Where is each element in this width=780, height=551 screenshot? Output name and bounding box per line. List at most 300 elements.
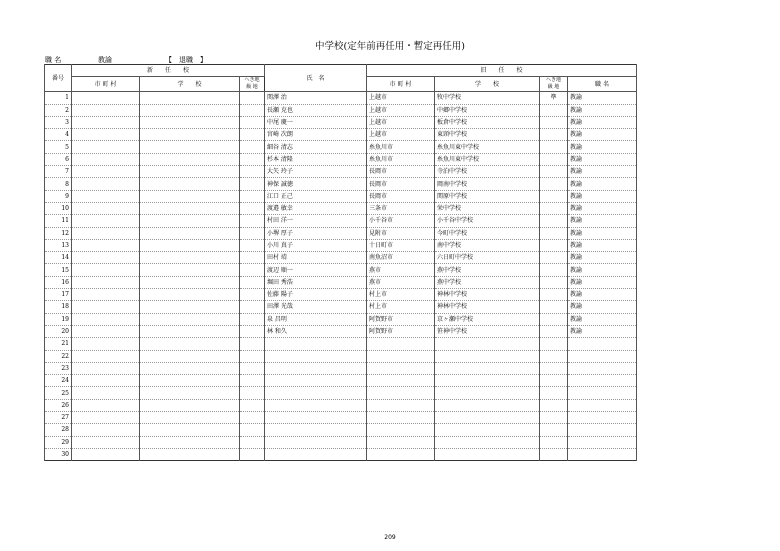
new-remote-cell xyxy=(240,166,265,178)
table-row xyxy=(45,448,637,460)
new-school-cell xyxy=(140,166,240,178)
name-cell xyxy=(265,375,367,387)
name-cell xyxy=(265,436,367,448)
old-school-cell: 栄中学校 xyxy=(435,202,540,214)
old-job-cell xyxy=(568,448,637,460)
table-row xyxy=(45,350,637,362)
old-job-cell xyxy=(568,375,637,387)
table-row xyxy=(45,301,637,313)
old-job-cell: 教諭 xyxy=(568,264,637,276)
new-remote-cell xyxy=(240,338,265,350)
table-row xyxy=(45,362,637,374)
new-city-cell xyxy=(72,153,140,165)
old-city-cell xyxy=(367,387,435,399)
row-number: 7 xyxy=(45,166,72,178)
row-number: 6 xyxy=(45,153,72,165)
name-cell: 渡辺 順一 xyxy=(265,264,367,276)
old-city-cell: 小千谷市 xyxy=(367,215,435,227)
new-city-cell xyxy=(72,166,140,178)
new-city-cell xyxy=(72,92,140,104)
old-remote-cell xyxy=(540,129,568,141)
old-school-cell: 神林中学校 xyxy=(435,301,540,313)
old-school-cell: 燕中学校 xyxy=(435,276,540,288)
job-title-value: 教諭 xyxy=(98,56,112,64)
row-number: 12 xyxy=(45,227,72,239)
old-school-cell: 板倉中学校 xyxy=(435,116,540,128)
name-cell: 村田 洋一 xyxy=(265,215,367,227)
new-remote-cell xyxy=(240,313,265,325)
old-job-cell: 教諭 xyxy=(568,276,637,288)
new-city-cell xyxy=(72,276,140,288)
new-city-cell xyxy=(72,215,140,227)
new-remote-cell xyxy=(240,362,265,374)
old-job-cell: 教諭 xyxy=(568,325,637,337)
new-city-cell xyxy=(72,289,140,301)
new-school-cell xyxy=(140,350,240,362)
table-row xyxy=(45,424,637,436)
header-name: 氏 名 xyxy=(265,65,367,92)
new-city-cell xyxy=(72,325,140,337)
name-cell: 佐藤 陽子 xyxy=(265,289,367,301)
new-city-cell xyxy=(72,399,140,411)
header-old-remote-line2: 級 地 xyxy=(547,84,560,91)
old-remote-cell xyxy=(540,436,568,448)
row-number: 9 xyxy=(45,190,72,202)
new-school-cell xyxy=(140,264,240,276)
old-city-cell: 上越市 xyxy=(367,116,435,128)
old-job-cell: 教諭 xyxy=(568,153,637,165)
new-city-cell xyxy=(72,313,140,325)
new-city-cell xyxy=(72,252,140,264)
name-cell: 神保 誠徳 xyxy=(265,178,367,190)
new-remote-cell xyxy=(240,424,265,436)
table-row xyxy=(45,239,637,251)
name-cell: 小川 真子 xyxy=(265,239,367,251)
new-city-cell xyxy=(72,448,140,460)
header-new-remote-line1: へき地 xyxy=(244,77,260,84)
name-cell xyxy=(265,399,367,411)
table-row xyxy=(45,116,637,128)
old-school-cell: 南中学校 xyxy=(435,239,540,251)
old-remote-cell xyxy=(540,362,568,374)
old-city-cell xyxy=(367,424,435,436)
header-old-post: 旧 任 校 xyxy=(367,65,637,77)
old-remote-cell xyxy=(540,276,568,288)
old-school-cell: 関原中学校 xyxy=(435,190,540,202)
old-city-cell: 見附市 xyxy=(367,227,435,239)
row-number: 24 xyxy=(45,375,72,387)
old-remote-cell xyxy=(540,166,568,178)
table-row xyxy=(45,141,637,153)
old-remote-cell xyxy=(540,264,568,276)
old-school-cell: 燕中学校 xyxy=(435,264,540,276)
table-row xyxy=(45,276,637,288)
old-school-cell: 糸魚川東中学校 xyxy=(435,153,540,165)
old-remote-cell xyxy=(540,289,568,301)
new-remote-cell xyxy=(240,190,265,202)
name-cell: 江口 正己 xyxy=(265,190,367,202)
new-school-cell xyxy=(140,190,240,202)
old-job-cell: 教諭 xyxy=(568,252,637,264)
new-remote-cell xyxy=(240,92,265,104)
new-remote-cell xyxy=(240,276,265,288)
header-new-city: 市 町 村 xyxy=(72,77,140,92)
table-row xyxy=(45,153,637,165)
old-school-cell: 京ヶ瀬中学校 xyxy=(435,313,540,325)
name-cell xyxy=(265,362,367,374)
row-number: 29 xyxy=(45,436,72,448)
new-remote-cell xyxy=(240,325,265,337)
new-city-cell xyxy=(72,116,140,128)
old-job-cell: 教諭 xyxy=(568,202,637,214)
new-school-cell xyxy=(140,276,240,288)
new-city-cell xyxy=(72,264,140,276)
table-row xyxy=(45,104,637,116)
new-city-cell xyxy=(72,375,140,387)
old-city-cell xyxy=(367,412,435,424)
new-school-cell xyxy=(140,116,240,128)
old-school-cell: 小千谷中学校 xyxy=(435,215,540,227)
row-number: 1 xyxy=(45,92,72,104)
old-remote-cell xyxy=(540,141,568,153)
old-school-cell xyxy=(435,338,540,350)
old-school-cell xyxy=(435,448,540,460)
old-job-cell: 教諭 xyxy=(568,313,637,325)
new-school-cell xyxy=(140,448,240,460)
new-city-cell xyxy=(72,436,140,448)
old-remote-cell: 準 xyxy=(540,92,568,104)
new-remote-cell xyxy=(240,104,265,116)
row-number: 15 xyxy=(45,264,72,276)
new-city-cell xyxy=(72,104,140,116)
old-city-cell xyxy=(367,448,435,460)
new-city-cell xyxy=(72,239,140,251)
table-row xyxy=(45,166,637,178)
old-job-cell xyxy=(568,387,637,399)
name-cell: 渡邉 敏幸 xyxy=(265,202,367,214)
old-job-cell: 教諭 xyxy=(568,190,637,202)
new-remote-cell xyxy=(240,350,265,362)
name-cell: 田村 靖 xyxy=(265,252,367,264)
old-job-cell xyxy=(568,350,637,362)
old-job-cell xyxy=(568,399,637,411)
name-cell: 杉本 清隆 xyxy=(265,153,367,165)
new-remote-cell xyxy=(240,289,265,301)
new-school-cell xyxy=(140,227,240,239)
old-job-cell: 教諭 xyxy=(568,215,637,227)
row-number: 10 xyxy=(45,202,72,214)
new-school-cell xyxy=(140,338,240,350)
table-row xyxy=(45,92,637,104)
old-city-cell xyxy=(367,436,435,448)
new-city-cell xyxy=(72,412,140,424)
old-school-cell: 東頸中学校 xyxy=(435,129,540,141)
new-remote-cell xyxy=(240,227,265,239)
old-city-cell xyxy=(367,338,435,350)
old-city-cell: 十日町市 xyxy=(367,239,435,251)
old-city-cell: 阿賀野市 xyxy=(367,325,435,337)
new-remote-cell xyxy=(240,153,265,165)
old-city-cell: 燕市 xyxy=(367,276,435,288)
new-school-cell xyxy=(140,301,240,313)
old-school-cell xyxy=(435,375,540,387)
old-job-cell: 教諭 xyxy=(568,92,637,104)
new-remote-cell xyxy=(240,252,265,264)
row-number: 27 xyxy=(45,412,72,424)
old-remote-cell xyxy=(540,239,568,251)
old-city-cell xyxy=(367,399,435,411)
old-remote-cell xyxy=(540,448,568,460)
new-school-cell xyxy=(140,153,240,165)
old-school-cell: 寺泊中学校 xyxy=(435,166,540,178)
old-job-cell: 教諭 xyxy=(568,166,637,178)
new-city-cell xyxy=(72,202,140,214)
name-cell xyxy=(265,412,367,424)
personnel-table xyxy=(44,64,637,461)
header-new-remote xyxy=(240,77,265,92)
page-number: 209 xyxy=(384,534,396,541)
new-school-cell xyxy=(140,239,240,251)
old-remote-cell xyxy=(540,190,568,202)
row-number: 2 xyxy=(45,104,72,116)
old-school-cell xyxy=(435,412,540,424)
old-school-cell: 糸魚川東中学校 xyxy=(435,141,540,153)
new-remote-cell xyxy=(240,239,265,251)
name-cell xyxy=(265,424,367,436)
row-number: 30 xyxy=(45,448,72,460)
table-row xyxy=(45,190,637,202)
old-job-cell xyxy=(568,412,637,424)
name-cell xyxy=(265,338,367,350)
old-city-cell: 上越市 xyxy=(367,104,435,116)
name-cell xyxy=(265,387,367,399)
row-number: 28 xyxy=(45,424,72,436)
new-school-cell xyxy=(140,289,240,301)
header-old-school: 学 校 xyxy=(435,77,540,92)
new-school-cell xyxy=(140,412,240,424)
row-number: 11 xyxy=(45,215,72,227)
new-school-cell xyxy=(140,215,240,227)
new-school-cell xyxy=(140,362,240,374)
new-city-cell xyxy=(72,190,140,202)
old-job-cell: 教諭 xyxy=(568,239,637,251)
old-city-cell: 南魚沼市 xyxy=(367,252,435,264)
new-school-cell xyxy=(140,387,240,399)
table-row xyxy=(45,338,637,350)
header-new-post: 新 任 校 xyxy=(72,65,265,77)
row-number: 26 xyxy=(45,399,72,411)
table-row xyxy=(45,412,637,424)
new-city-cell xyxy=(72,387,140,399)
old-remote-cell xyxy=(540,215,568,227)
old-school-cell xyxy=(435,387,540,399)
old-job-cell xyxy=(568,424,637,436)
old-city-cell xyxy=(367,375,435,387)
old-remote-cell xyxy=(540,325,568,337)
old-school-cell: 今町中学校 xyxy=(435,227,540,239)
old-city-cell: 長岡市 xyxy=(367,166,435,178)
name-cell: 小堺 厚子 xyxy=(265,227,367,239)
new-remote-cell xyxy=(240,412,265,424)
old-job-cell xyxy=(568,436,637,448)
table-row xyxy=(45,313,637,325)
old-remote-cell xyxy=(540,313,568,325)
table-row xyxy=(45,202,637,214)
old-school-cell xyxy=(435,350,540,362)
old-job-cell: 教諭 xyxy=(568,129,637,141)
old-city-cell: 上越市 xyxy=(367,92,435,104)
old-remote-cell xyxy=(540,338,568,350)
name-cell: 泉 昌明 xyxy=(265,313,367,325)
new-remote-cell xyxy=(240,448,265,460)
old-job-cell: 教諭 xyxy=(568,301,637,313)
section-label: 【 退職 】 xyxy=(165,56,207,64)
new-school-cell xyxy=(140,92,240,104)
new-city-cell xyxy=(72,178,140,190)
row-number: 3 xyxy=(45,116,72,128)
new-school-cell xyxy=(140,104,240,116)
old-remote-cell xyxy=(540,178,568,190)
old-remote-cell xyxy=(540,202,568,214)
row-number: 17 xyxy=(45,289,72,301)
header-old-job: 職 名 xyxy=(568,77,637,92)
name-cell: 田澤 光哉 xyxy=(265,301,367,313)
table-row xyxy=(45,436,637,448)
old-city-cell: 糸魚川市 xyxy=(367,141,435,153)
name-cell: 宮崎 次朗 xyxy=(265,129,367,141)
header-number: 番号 xyxy=(45,65,72,92)
new-school-cell xyxy=(140,325,240,337)
old-remote-cell xyxy=(540,252,568,264)
new-school-cell xyxy=(140,129,240,141)
old-remote-cell xyxy=(540,153,568,165)
old-school-cell xyxy=(435,436,540,448)
old-school-cell: 神林中学校 xyxy=(435,289,540,301)
job-title-label: 職 名 xyxy=(45,56,62,64)
new-remote-cell xyxy=(240,116,265,128)
old-remote-cell xyxy=(540,387,568,399)
new-remote-cell xyxy=(240,399,265,411)
table-row xyxy=(45,178,637,190)
table-row xyxy=(45,399,637,411)
new-school-cell xyxy=(140,424,240,436)
old-city-cell: 長岡市 xyxy=(367,178,435,190)
new-remote-cell xyxy=(240,141,265,153)
new-school-cell xyxy=(140,178,240,190)
old-job-cell: 教諭 xyxy=(568,289,637,301)
row-number: 13 xyxy=(45,239,72,251)
row-number: 8 xyxy=(45,178,72,190)
new-city-cell xyxy=(72,350,140,362)
name-cell: 長瀬 克也 xyxy=(265,104,367,116)
new-school-cell xyxy=(140,252,240,264)
header-new-remote-line2: 級 地 xyxy=(246,84,258,91)
row-number: 21 xyxy=(45,338,72,350)
new-remote-cell xyxy=(240,215,265,227)
new-school-cell xyxy=(140,202,240,214)
table-row xyxy=(45,264,637,276)
new-remote-cell xyxy=(240,375,265,387)
new-city-cell xyxy=(72,129,140,141)
table-row xyxy=(45,215,637,227)
old-remote-cell xyxy=(540,301,568,313)
old-school-cell: 中郷中学校 xyxy=(435,104,540,116)
name-cell: 中尾 慶一 xyxy=(265,116,367,128)
new-school-cell xyxy=(140,375,240,387)
name-cell: 関澤 治 xyxy=(265,92,367,104)
old-remote-cell xyxy=(540,350,568,362)
name-cell xyxy=(265,448,367,460)
header-old-city: 市 町 村 xyxy=(367,77,435,92)
new-city-cell xyxy=(72,424,140,436)
new-city-cell xyxy=(72,227,140,239)
old-school-cell xyxy=(435,424,540,436)
old-job-cell: 教諭 xyxy=(568,104,637,116)
header-old-remote-line1: へき地 xyxy=(545,77,561,84)
old-school-cell: 牧中学校 xyxy=(435,92,540,104)
row-number: 22 xyxy=(45,350,72,362)
row-number: 25 xyxy=(45,387,72,399)
old-remote-cell xyxy=(540,375,568,387)
old-remote-cell xyxy=(540,227,568,239)
new-remote-cell xyxy=(240,202,265,214)
old-remote-cell xyxy=(540,104,568,116)
name-cell xyxy=(265,350,367,362)
row-number: 19 xyxy=(45,313,72,325)
new-city-cell xyxy=(72,362,140,374)
new-city-cell xyxy=(72,141,140,153)
old-city-cell xyxy=(367,362,435,374)
new-remote-cell xyxy=(240,129,265,141)
row-number: 16 xyxy=(45,276,72,288)
row-number: 20 xyxy=(45,325,72,337)
row-number: 14 xyxy=(45,252,72,264)
old-city-cell: 燕市 xyxy=(367,264,435,276)
new-school-cell xyxy=(140,399,240,411)
new-remote-cell xyxy=(240,436,265,448)
new-remote-cell xyxy=(240,387,265,399)
new-city-cell xyxy=(72,338,140,350)
old-remote-cell xyxy=(540,399,568,411)
row-number: 18 xyxy=(45,301,72,313)
old-city-cell: 糸魚川市 xyxy=(367,153,435,165)
old-city-cell: 村上市 xyxy=(367,301,435,313)
table-row xyxy=(45,289,637,301)
name-cell: 細谷 清志 xyxy=(265,141,367,153)
new-remote-cell xyxy=(240,178,265,190)
old-school-cell: 岡南中学校 xyxy=(435,178,540,190)
old-city-cell: 三条市 xyxy=(367,202,435,214)
new-school-cell xyxy=(140,436,240,448)
old-remote-cell xyxy=(540,116,568,128)
old-job-cell: 教諭 xyxy=(568,178,637,190)
new-remote-cell xyxy=(240,264,265,276)
page-title: 中学校(定年前再任用・暫定再任用) xyxy=(315,41,465,52)
header-new-school: 学 校 xyxy=(140,77,240,92)
old-city-cell: 村上市 xyxy=(367,289,435,301)
new-school-cell xyxy=(140,141,240,153)
old-school-cell xyxy=(435,399,540,411)
old-city-cell: 長岡市 xyxy=(367,190,435,202)
name-cell: 林 和久 xyxy=(265,325,367,337)
old-job-cell xyxy=(568,362,637,374)
old-remote-cell xyxy=(540,424,568,436)
old-city-cell: 上越市 xyxy=(367,129,435,141)
table-row xyxy=(45,375,637,387)
old-remote-cell xyxy=(540,412,568,424)
old-job-cell: 教諭 xyxy=(568,227,637,239)
row-number: 5 xyxy=(45,141,72,153)
